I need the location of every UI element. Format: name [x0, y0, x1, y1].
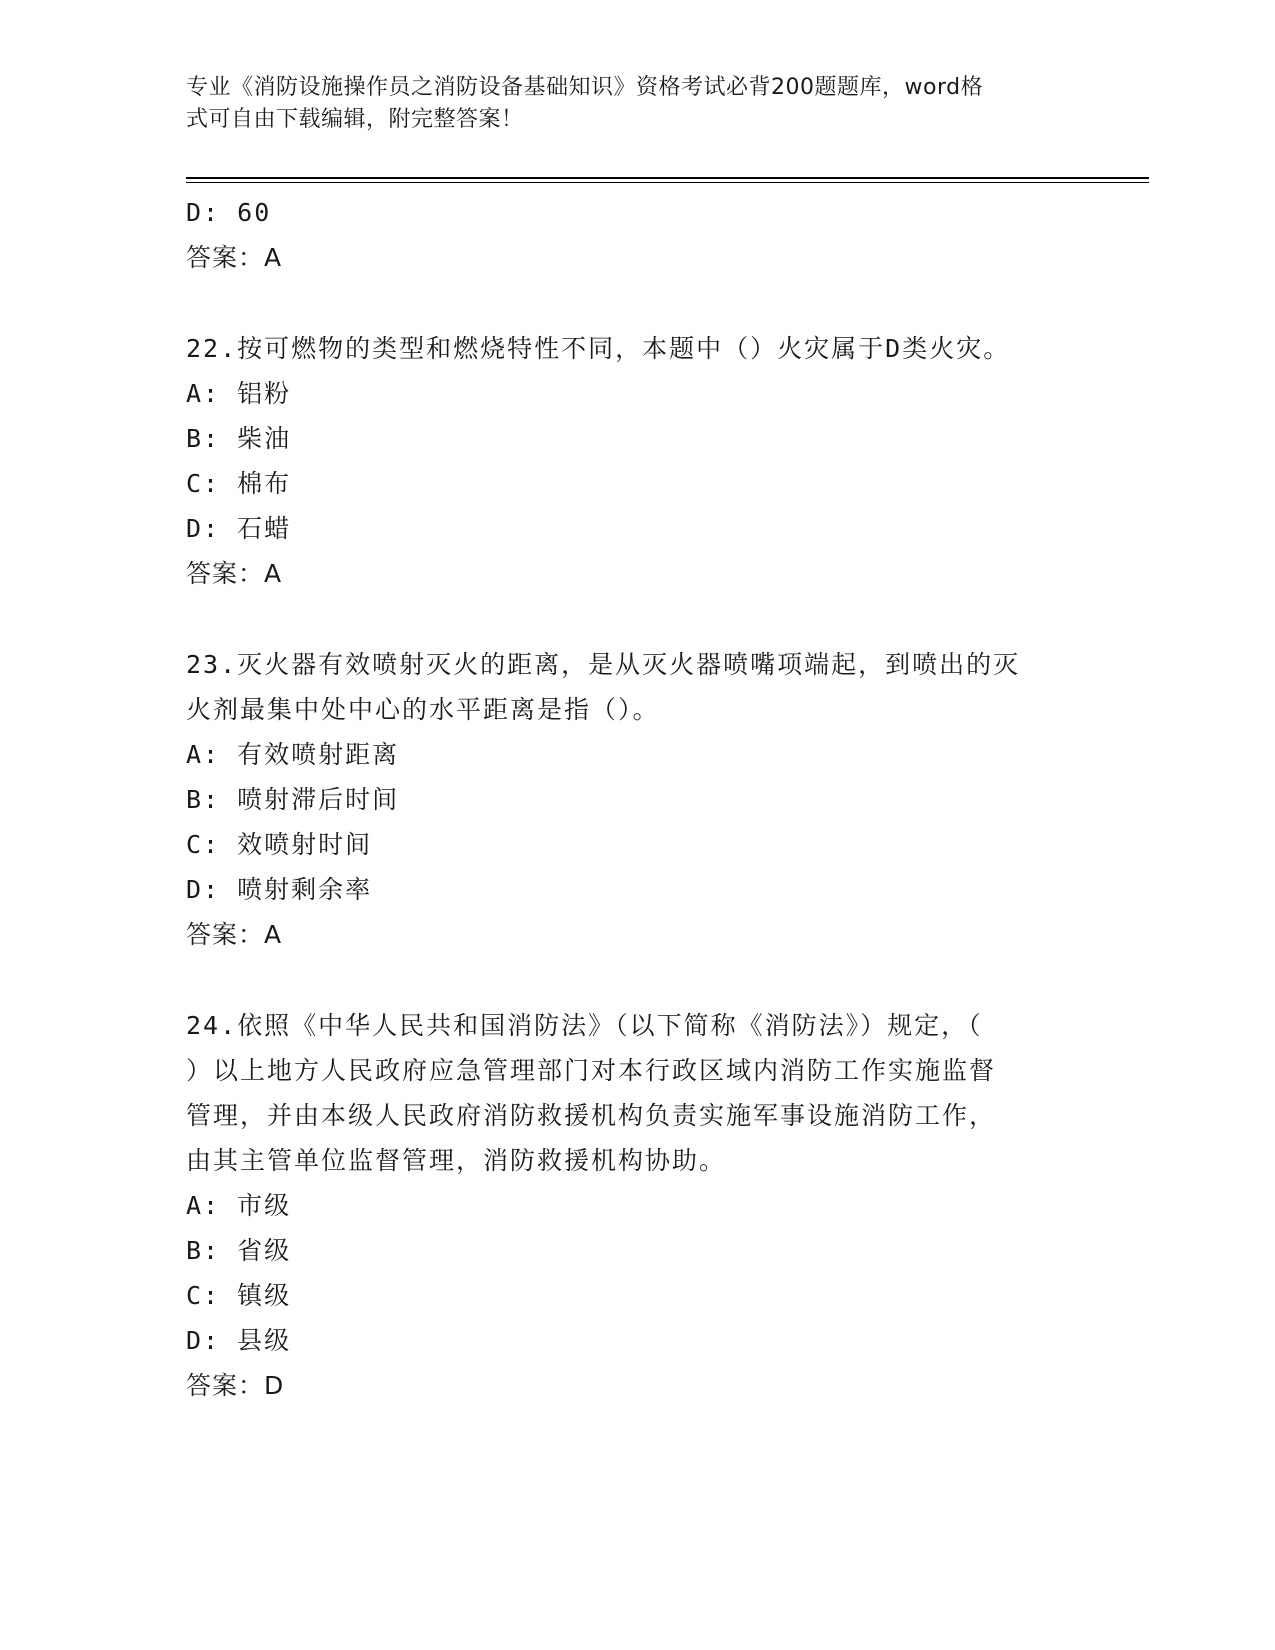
- header-divider-thick: [186, 177, 1149, 179]
- question-24: [186, 1003, 1086, 1408]
- question-text-line-4: 由其主管单位监督管理，消防救援机构协助。: [186, 1146, 727, 1175]
- question-text-line-2: ）以上地方人民政府应急管理部门对本行政区域内消防工作实施监督: [186, 1056, 997, 1085]
- question-text: 22.按可燃物的类型和燃烧特性不同，本题中（）火灾属于D类火灾。: [186, 334, 1011, 363]
- answer-line: 答案：D: [186, 1371, 285, 1400]
- answer-line: 答案：A: [186, 920, 283, 949]
- header-line-1: 专业《消防设施操作员之消防设备基础知识》资格考试必背200题题库，word格: [186, 75, 984, 100]
- answer-line: 答案：A: [186, 243, 283, 272]
- option-d: D: 喷射剩余率: [186, 875, 373, 904]
- question-text-line-2: 火剂最集中处中心的水平距离是指（）。: [186, 695, 660, 724]
- option-b: B: 省级: [186, 1236, 292, 1265]
- question-content: [186, 190, 1086, 1408]
- page-header: [186, 72, 1066, 136]
- option-d: D: 石蜡: [186, 514, 292, 543]
- previous-question-tail: [186, 190, 1086, 280]
- header-line-2: 式可自由下载编辑，附完整答案！: [186, 107, 524, 132]
- option-c: C: 镇级: [186, 1281, 292, 1310]
- option-c: C: 效喷射时间: [186, 830, 373, 859]
- option-d: D: 60: [186, 198, 272, 227]
- option-c: C: 棉布: [186, 469, 292, 498]
- option-a: A: 市级: [186, 1191, 292, 1220]
- question-text-line-1: 23.灭火器有效喷射灭火的距离，是从灭火器喷嘴项端起，到喷出的灭: [186, 650, 1021, 679]
- header-divider-thin: [186, 182, 1149, 183]
- question-22: [186, 326, 1086, 596]
- option-a: A: 铝粉: [186, 379, 292, 408]
- option-d: D: 县级: [186, 1326, 292, 1355]
- option-b: B: 柴油: [186, 424, 292, 453]
- question-text-line-3: 管理，并由本级人民政府消防救援机构负责实施军事设施消防工作，: [186, 1101, 997, 1130]
- question-text-line-1: 24.依照《中华人民共和国消防法》（以下简称《消防法》）规定，（: [186, 1011, 983, 1040]
- option-a: A: 有效喷射距离: [186, 740, 400, 769]
- question-23: [186, 642, 1086, 957]
- option-b: B: 喷射滞后时间: [186, 785, 400, 814]
- answer-line: 答案：A: [186, 559, 283, 588]
